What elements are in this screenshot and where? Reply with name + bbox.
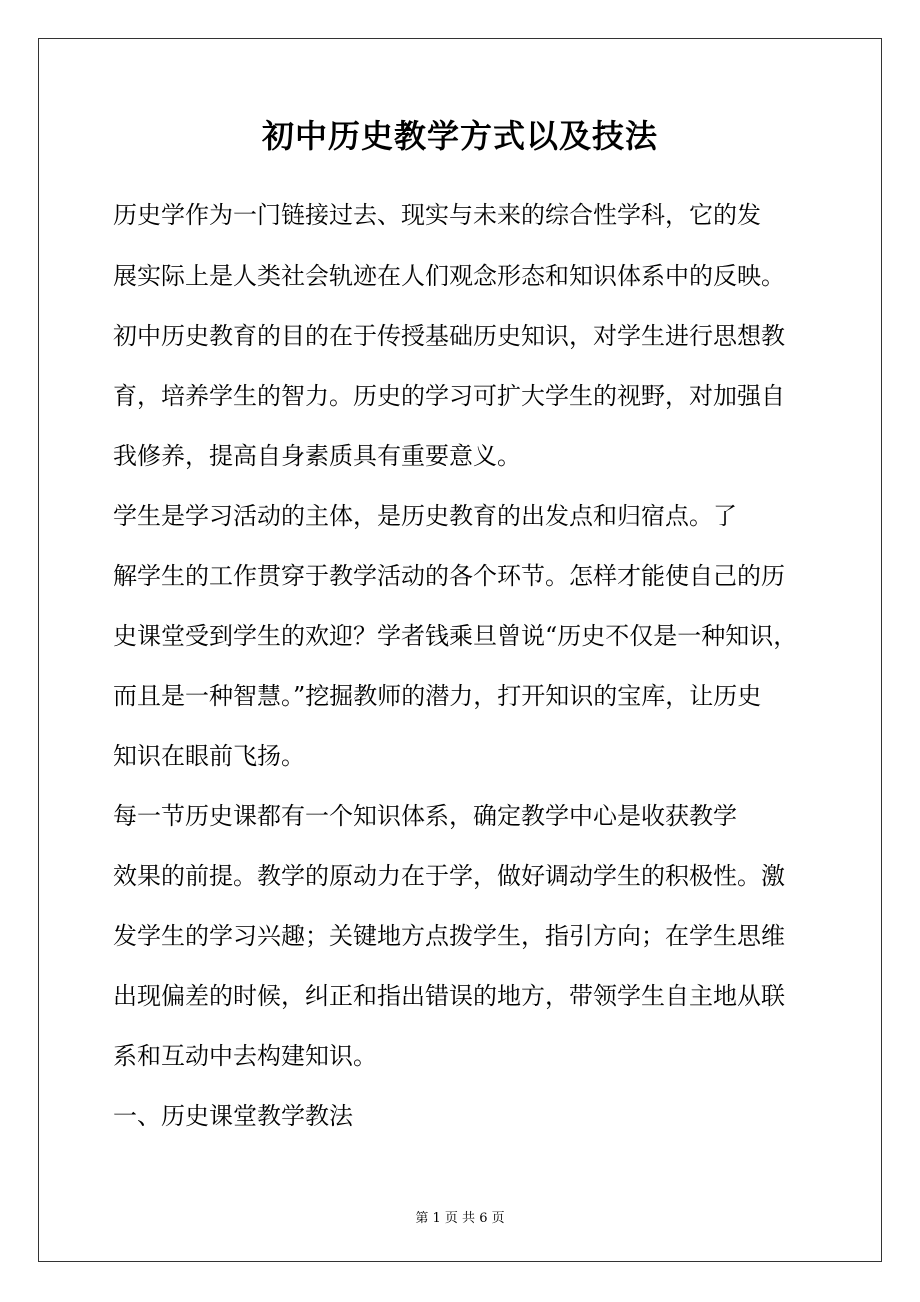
body-line: 历史学作为一门链接过去、现实与未来的综合性学科，它的发 [113,201,761,229]
body-line: 出现偏差的时候，纠正和指出错误的地方，带领学生自主地从联 [113,982,785,1010]
section-heading: 一、历史课堂教学教法 [113,1102,353,1130]
body-line: 系和互动中去构建知识。 [113,1042,377,1070]
body-line: 史课堂受到学生的欢迎？学者钱乘旦曾说“历史不仅是一种知识， [113,622,798,650]
body-line: 效果的前提。教学的原动力在于学，做好调动学生的积极性。激 [113,862,785,890]
page-footer: 第 1 页 共 6 页 [415,1211,505,1226]
body-line: 学生是学习活动的主体，是历史教育的出发点和归宿点。了 [113,502,737,530]
body-line: 解学生的工作贯穿于教学活动的各个环节。怎样才能使自己的历 [113,562,785,590]
body-line: 发学生的学习兴趣；关键地方点拨学生，指引方向；在学生思维 [113,922,785,950]
body-line: 而且是一种智慧。”挖掘教师的潜力，打开知识的宝库，让历史 [113,682,762,710]
body-line: 初中历史教育的目的在于传授基础历史知识，对学生进行思想教 [113,322,785,350]
document-title: 初中历史教学方式以及技法 [261,117,658,155]
body-line: 育，培养学生的智力。历史的学习可扩大学生的视野，对加强自 [113,382,785,410]
body-line: 我修养，提高自身素质具有重要意义。 [113,442,521,470]
body-line: 展实际上是人类社会轨迹在人们观念形态和知识体系中的反映。 [113,262,785,290]
body-line: 知识在眼前飞扬。 [113,742,305,770]
body-line: 每一节历史课都有一个知识体系，确定教学中心是收获教学 [113,802,737,830]
